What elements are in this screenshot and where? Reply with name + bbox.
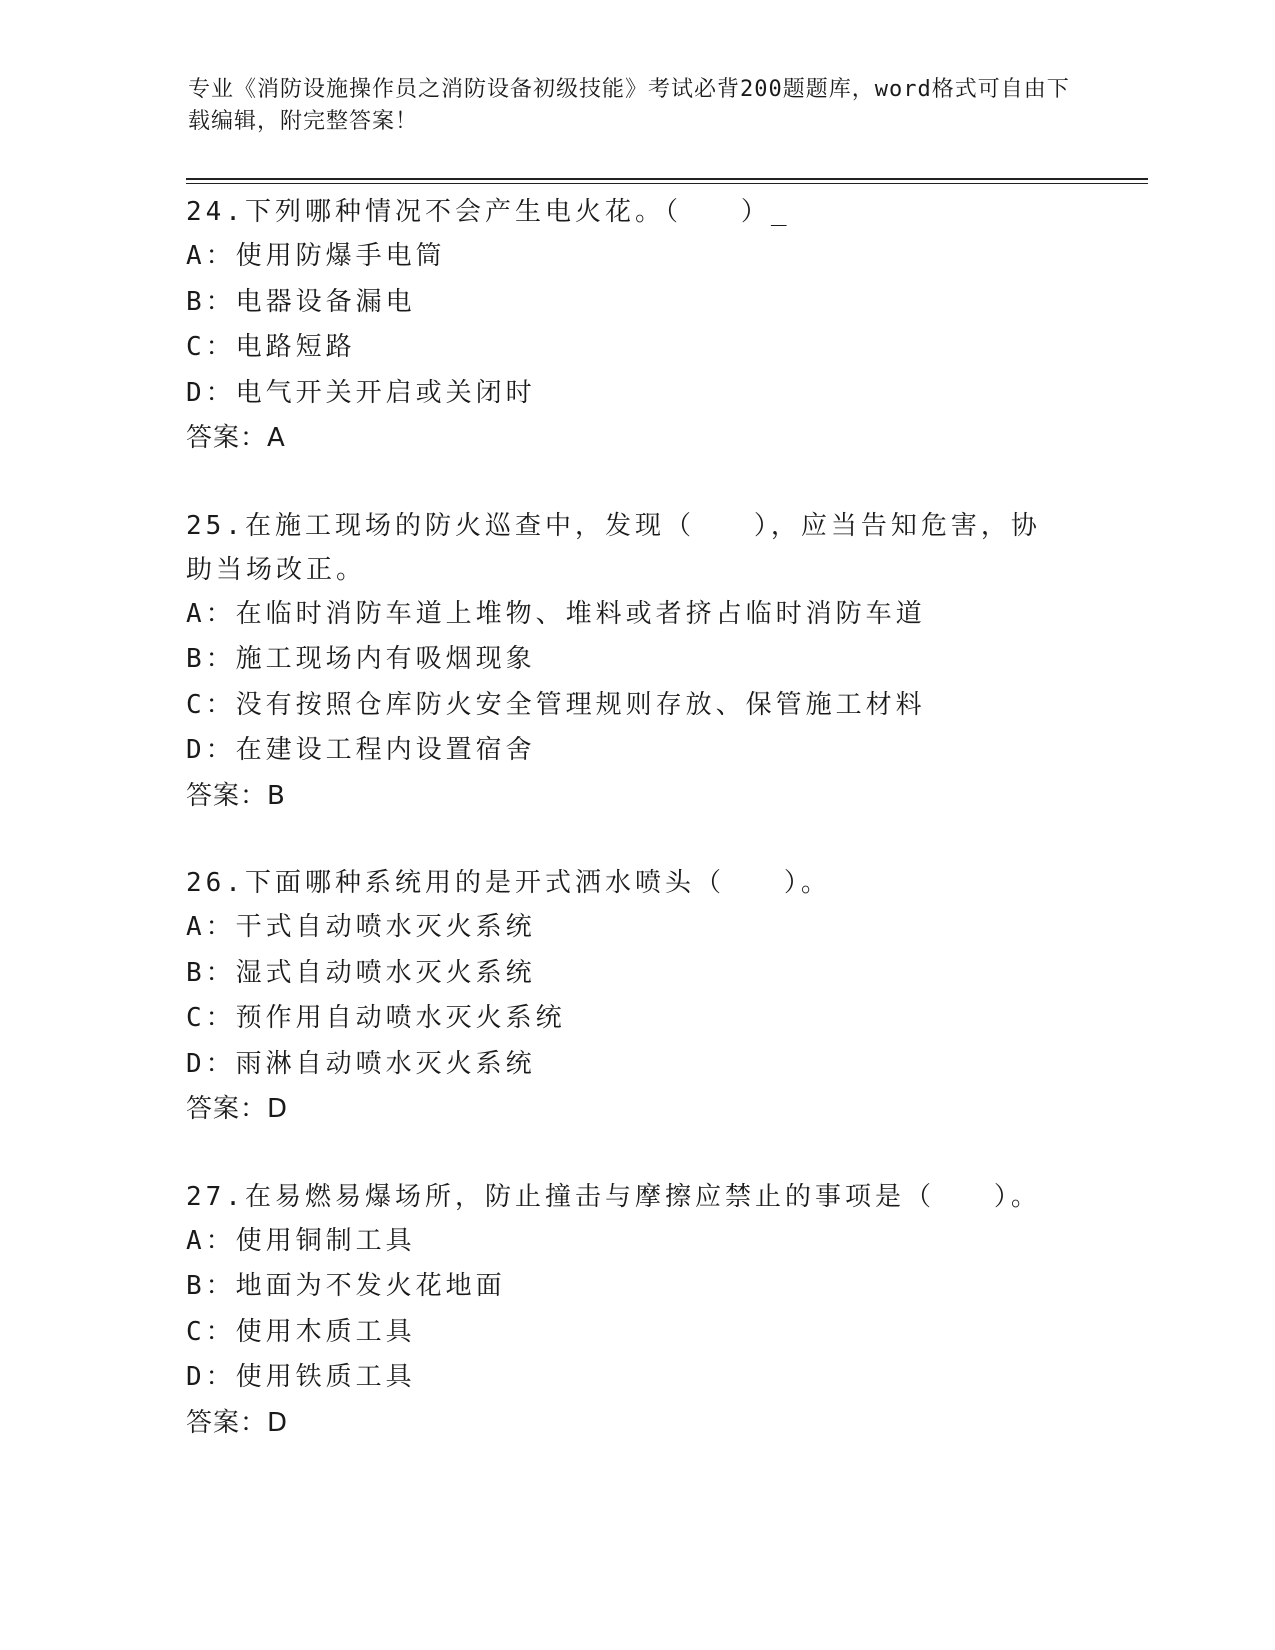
header-divider-thick [186,178,1148,180]
question-24 [186,190,1086,462]
option-c: C：电路短路 [186,332,356,362]
option-a: A：使用防爆手电筒 [186,241,446,271]
option-d: D：雨淋自动喷水灭火系统 [186,1048,536,1079]
question-stem: 25.在施工现场的防火巡查中，发现（ ），应当告知危害，协助当场改正。 [186,510,1041,585]
answer-line: 答案：D [186,1094,289,1124]
option-c: C：预作用自动喷水灭火系统 [186,1003,566,1033]
option-a: A：在临时消防车道上堆物、堆料或者挤占临时消防车道 [186,598,926,629]
question-26 [186,861,1086,1133]
option-d: D：在建设工程内设置宿舍 [186,735,536,765]
question-stem: 27.在易燃易爆场所，防止撞击与摩擦应禁止的事项是（ ）。 [186,1181,1041,1212]
option-b: B：地面为不发火花地面 [186,1271,506,1301]
question-list [186,190,1086,1488]
option-b: B：湿式自动喷水灭火系统 [186,957,536,988]
answer-line: 答案：A [186,423,286,453]
option-b: B：施工现场内有吸烟现象 [186,644,536,674]
option-a: A：使用铜制工具 [186,1225,416,1256]
option-d: D：电气开关开启或关闭时 [186,377,536,408]
option-a: A：干式自动喷水灭火系统 [186,912,536,942]
answer-line: 答案：B [186,780,286,811]
answer-line: 答案：D [186,1407,289,1438]
option-c: C：没有按照仓库防火安全管理规则存放、保管施工材料 [186,689,926,720]
question-27 [186,1175,1086,1447]
option-b: B：电器设备漏电 [186,286,416,317]
question-stem: 26.下面哪种系统用的是开式洒水喷头（ ）。 [186,868,831,898]
option-d: D：使用铁质工具 [186,1362,416,1392]
question-25 [186,504,1086,820]
question-stem: 24.下列哪种情况不会产生电火花。（ ）_ [186,197,791,227]
header-divider-thin [186,183,1148,184]
document-header: 专业《消防设施操作员之消防设备初级技能》考试必背200题题库，word格式可自由下载编辑，附完整答案！ [188,77,1070,134]
option-c: C：使用木质工具 [186,1316,416,1347]
